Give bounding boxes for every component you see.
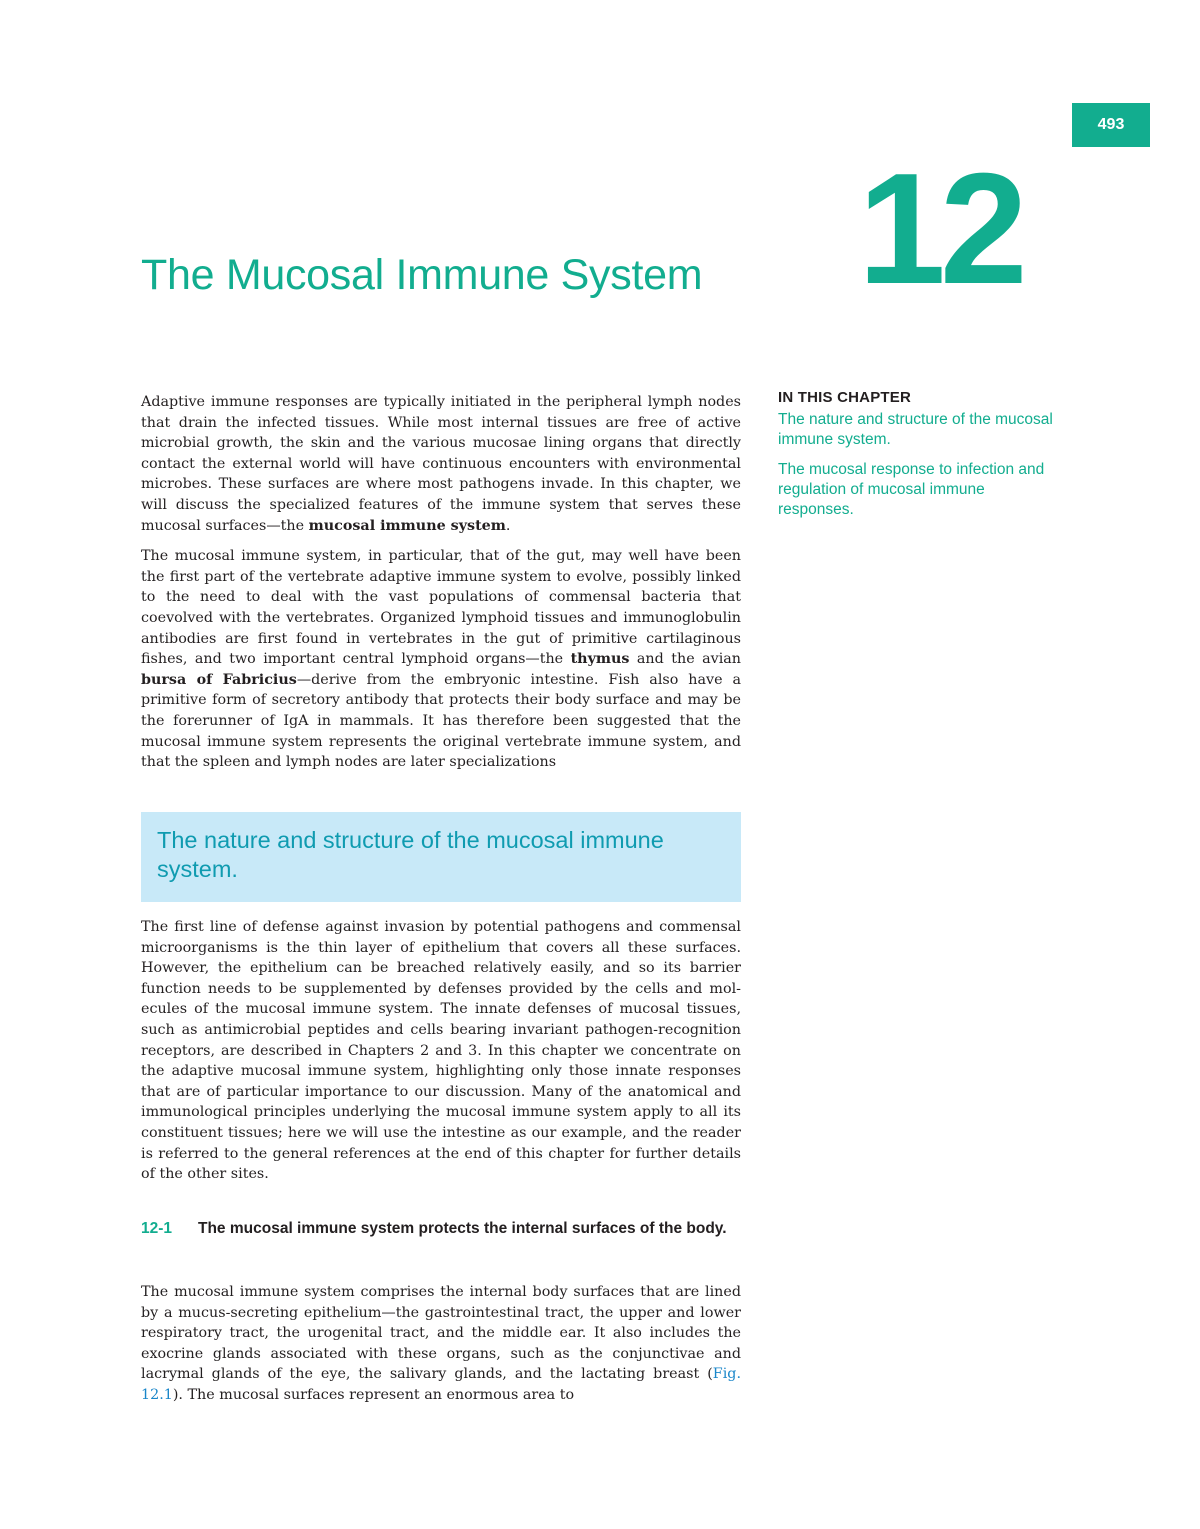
sidebar-heading: IN THIS CHAPTER — [778, 389, 912, 406]
text-run: Adaptive immune responses are typically initiated in the peripheral lymph nodes that drain the infected tissues. While most internal tissues are free of active microbial growth, the skin and the various mucosae lining organs that directly contact the external world will have continuous encounters with environmental microbes. These surfaces are where most pathogens invade. In this chapter, we will discuss the specialized features of the immune system that serves these mucosal surfaces—the — [141, 394, 741, 534]
figure-reference-link[interactable]: Fig. 12.1 — [141, 1366, 741, 1403]
sidebar-item[interactable]: The mucosal response to infection and regulation of mucosal immune responses. — [778, 461, 1045, 518]
text-run: and the avian — [629, 651, 741, 668]
intro-text — [141, 392, 741, 773]
section-heading-box — [141, 812, 741, 902]
key-term: thymus — [570, 651, 630, 668]
subsection-paragraph — [141, 1282, 741, 1406]
key-term: mucosal immune system — [308, 517, 506, 534]
key-term: bursa of Fabricius — [141, 671, 297, 688]
section-paragraph: The first line of defense against invasion by potential pathogens and commensal microorganisms is the thin layer of epithelium that covers all these surfaces. However, the epithelium can be breached relatively easily, and so its barrier function needs to be supplemented by defenses provided by the cells and molecules of the mucosal immune system. The innate defenses of mucosal tissues, such as antimicrobial peptides and cells bearing invariant pathogen-recognition receptors, are described in Chapters 2 and 3. In this chapter we concentrate on the adaptive mucosal immune system, highlighting only those innate responses that are of particular importance to our discussion. Many of the anatomical and immunological principles underlying the mucosal immune system apply to all its constituent tissues; here we will use the intestine as our example, and the reader is referred to the general references at the end of this chapter for further details of the other sites. — [141, 919, 741, 1183]
text-run: The mucosal immune system, in particular, that of the gut, may well have been the first part of the vertebrate adaptive immune system to evolve, possibly linked to the need to deal with the vast populations of commensal bacteria that coevolved with the vertebrates. Organized lymphoid tissues and immunoglobulin antibodies are first found in vertebrates in the gut of primitive cartilaginous fishes, and two important central lymphoid organs—the — [141, 548, 741, 668]
chapter-number: 12 — [858, 141, 1022, 317]
intro-paragraph-2 — [141, 546, 741, 773]
intro-paragraph-1 — [141, 392, 741, 536]
text-run: ). The mucosal surfaces represent an enormous area to — [172, 1386, 575, 1403]
in-this-chapter-sidebar — [778, 389, 1068, 530]
text-run: The mucosal immune system comprises the internal body surfaces that are lined by a mucus-secreting epithelium—the gastrointestinal tract, the upper and lower respiratory tract, the urogenital tract, and the middle ear. It also includes the exocrine glands associated with these organs, such as the conjunctivae and lacrymal glands of the eye, the salivary glands, and the lactating breast ( — [141, 1284, 741, 1383]
text-run: . — [505, 517, 511, 534]
subsection-body — [141, 1282, 741, 1406]
chapter-title: The Mucosal Immune System — [141, 251, 703, 299]
page-number-badge: 493 — [1072, 103, 1150, 147]
text-run: —derive from the embryonic intestine. Fish also have a primitive form of secretory antibody that protects their body surface and may be the forerunner of IgA in mammals. It has therefore been suggested that the mucosal immune system represents the original vertebrate immune system, and that the spleen and lymph nodes are later specializations — [141, 671, 741, 771]
section-title: The nature and structure of the mucosal immune system. — [157, 827, 664, 882]
sidebar-item[interactable]: The nature and structure of the mucosal immune system. — [778, 411, 1053, 448]
section-body — [141, 917, 741, 1185]
subsection-number: 12-1 — [141, 1220, 173, 1237]
subsection-title: The mucosal immune system protects the internal surfaces of the body. — [198, 1220, 727, 1237]
